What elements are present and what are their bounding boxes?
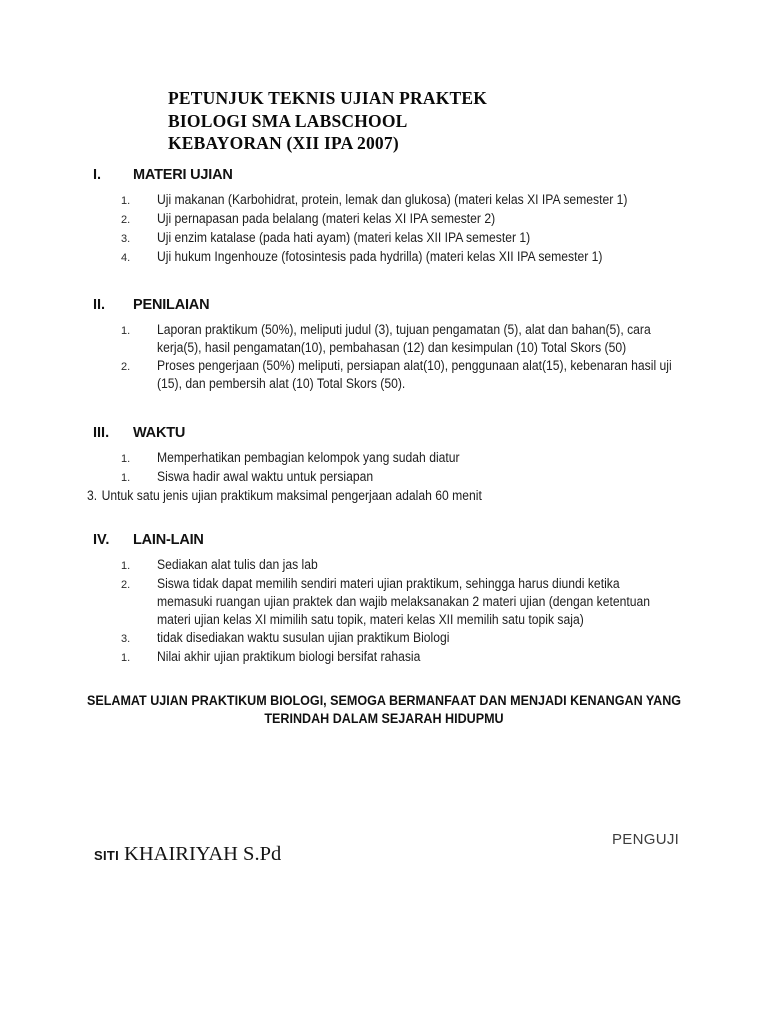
section-materi-ujian [0, 166, 768, 267]
section-items [0, 321, 768, 393]
closing-statement [0, 692, 768, 727]
item-text: Untuk satu jenis ujian praktikum maksimal pengerjaan adalah 60 menit [101, 488, 482, 503]
examiner-name-rest: KHAIRIYAH S.Pd [124, 843, 282, 865]
list-item [121, 629, 768, 648]
list-item [121, 191, 768, 210]
item-text-row [87, 487, 482, 505]
item-text: Memperhatikan pembagian kelompok yang sudah diatur [157, 450, 460, 465]
item-number: 2. [121, 361, 131, 373]
item-text: Uji hukum Ingenhouze (fotosintesis pada hydrilla) (materi kelas XII IPA semester 1) [157, 249, 603, 264]
item-number: 2. [121, 579, 131, 591]
section-heading-row [0, 166, 768, 185]
item-number: 1. [121, 560, 131, 572]
item-number: 4. [121, 252, 131, 264]
section-heading-row [0, 531, 768, 550]
list-item [121, 229, 768, 248]
item-text: Proses pengerjaan (50%) meliputi, persiapan alat(10), penggunaan alat(15), kebenaran hasil uji (15), dan pembersih alat (10) Total Skors (50). [157, 358, 672, 391]
list-item [121, 210, 768, 229]
list-item [121, 449, 768, 468]
examiner-name [94, 843, 281, 866]
closing-line-2: TERINDAH DALAM SEJARAH HIDUPMU [264, 710, 504, 726]
item-text: Uji makanan (Karbohidrat, protein, lemak dan glukosa) (materi kelas XI IPA semester 1) [157, 192, 628, 207]
item-text: Uji pernapasan pada belalang (materi kelas XI IPA semester 2) [157, 211, 496, 226]
list-item [121, 357, 768, 393]
section-numeral: I. [93, 167, 102, 183]
item-text: tidak disediakan waktu susulan ujian praktikum Biologi [157, 630, 450, 645]
list-item [121, 556, 768, 575]
section-heading: LAIN-LAIN [133, 532, 204, 548]
item-text: Siswa hadir awal waktu untuk persiapan [157, 469, 374, 484]
document-title [168, 87, 487, 155]
section-penilaian [0, 296, 768, 393]
item-text: Uji enzim katalase (pada hati ayam) (materi kelas XII IPA semester 1) [157, 230, 531, 245]
section-numeral: II. [93, 297, 106, 313]
item-number: 1. [121, 453, 131, 465]
item-text: Nilai akhir ujian praktikum biologi bersifat rahasia [157, 649, 421, 664]
section-numeral: IV. [93, 532, 110, 548]
list-item [121, 468, 768, 487]
examiner-name-lead: SITI [94, 848, 120, 863]
item-number: 3. [87, 488, 98, 503]
section-heading: WAKTU [133, 425, 186, 441]
section-heading-row [0, 424, 768, 443]
section-numeral: III. [93, 425, 110, 441]
item-number: 2. [121, 214, 131, 226]
item-number: 1. [121, 652, 131, 664]
item-number: 1. [121, 325, 131, 337]
item-number: 3. [121, 633, 131, 645]
section-items [0, 449, 768, 505]
section-waktu [0, 424, 768, 505]
item-text: Laporan praktikum (50%), meliputi judul (3), tujuan pengamatan (5), alat dan bahan(5), cara kerja(5), hasil pengamatan(10), pembahasan (12) dan kesimpulan (10) Total Skors (50) [157, 322, 651, 355]
item-text: Siswa tidak dapat memilih sendiri materi ujian praktikum, sehingga harus diundi ketika memasuki ruangan ujian praktek dan wajib melaksanakan 2 materi ujian (dengan ketentuan materi ujian kelas XI mimilih satu topik, materi kelas XII memilih satu topik saja) [157, 576, 651, 627]
section-heading-row [0, 296, 768, 315]
closing-line-1: SELAMAT UJIAN PRAKTIKUM BIOLOGI, SEMOGA BERMANFAAT DAN MENJADI KENANGAN YANG [86, 693, 682, 708]
list-item [121, 248, 768, 267]
list-item [121, 648, 768, 667]
list-item [121, 321, 768, 357]
section-lain-lain [0, 531, 768, 667]
item-text: Sediakan alat tulis dan jas lab [157, 557, 318, 572]
item-number: 1. [121, 472, 131, 484]
title-line-2: BIOLOGI SMA LABSCHOOL [168, 110, 408, 131]
section-heading: MATERI UJIAN [133, 167, 233, 183]
title-line-1: PETUNJUK TEKNIS UJIAN PRAKTEK [168, 88, 488, 108]
list-item [87, 487, 768, 505]
section-heading: PENILAIAN [133, 297, 210, 313]
title-line-3: KEBAYORAN (XII IPA 2007) [168, 133, 399, 153]
examiner-role-label: PENGUJI [612, 831, 680, 848]
item-number: 1. [121, 195, 131, 207]
section-items [0, 556, 768, 667]
section-items [0, 191, 768, 267]
list-item [121, 575, 768, 629]
item-number: 3. [121, 233, 131, 245]
